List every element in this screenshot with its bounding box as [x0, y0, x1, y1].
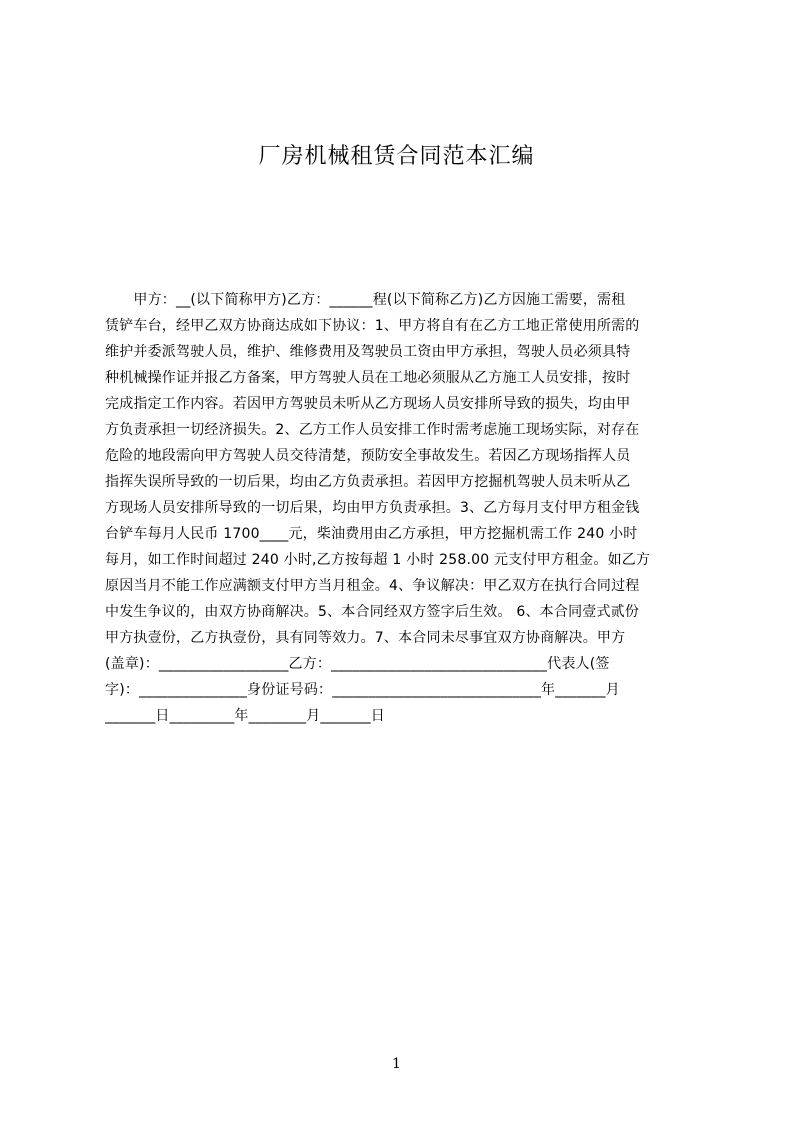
document-title: 厂房机械租赁合同范本汇编: [258, 144, 535, 169]
body-line: 台铲车每月人民币 1700____元，柴油费用由乙方承担，甲方挖掘机需工作 240 小时: [105, 526, 638, 542]
body-line: 原因当月不能工作应满额支付甲方当月租金。4、争议解决：甲乙双方在执行合同过程: [105, 578, 640, 594]
body-line: 指挥失误所导致的一切后果，均由乙方负责承担。若因甲方挖掘机驾驶人员未听从乙: [105, 474, 631, 490]
contract-body: [105, 287, 697, 729]
body-line: 种机械操作证并报乙方备案，甲方驾驶人员在工地必须服从乙方施工人员安排，按时: [105, 370, 631, 386]
body-line: 中发生争议的，由双方协商解决。5、本合同经双方签字后生效。 6、本合同壹式贰份: [105, 604, 640, 620]
body-line: 甲方：__(以下简称甲方)乙方：______程(以下简称乙方)乙方因施工需要，需租: [105, 292, 626, 308]
signature-line-id-number: 字)：_______________身份证号码：_____________________________年_______月: [105, 682, 620, 698]
body-line: 完成指定工作内容。若因甲方驾驶员未听从乙方现场人员安排所导致的损失，均由甲: [105, 396, 631, 412]
page-number: 1: [392, 1056, 401, 1072]
body-line: 每月，如工作时间超过 240 小时,乙方按每超 1 小时 258.00 元支付甲方租金。如乙方: [105, 552, 651, 568]
body-line: 甲方执壹份，乙方执壹份，具有同等效力。7、本合同未尽事宜双方协商解决。甲方: [105, 630, 626, 646]
signature-line-dates: _______日_________年________月_______日: [105, 708, 385, 724]
body-line: 方负责承担一切经济损失。2、乙方工作人员安排工作时需考虑施工现场实际，对存在: [105, 422, 640, 438]
signature-line-party-a: (盖章)：__________________乙方：______________________________代表人(签: [105, 656, 610, 672]
body-line: 赁铲车台，经甲乙双方协商达成如下协议：1、甲方将自有在乙方工地正常使用所需的: [105, 318, 640, 334]
body-line: 方现场人员安排所导致的一切后果，均由甲方负责承担。3、乙方每月支付甲方租金钱: [105, 500, 640, 516]
body-line: 维护并委派驾驶人员，维护、维修费用及驾驶员工资由甲方承担，驾驶人员必须具特: [105, 344, 631, 360]
body-line: 危险的地段需向甲方驾驶人员交待清楚，预防安全事故发生。若因乙方现场指挥人员: [105, 448, 631, 464]
